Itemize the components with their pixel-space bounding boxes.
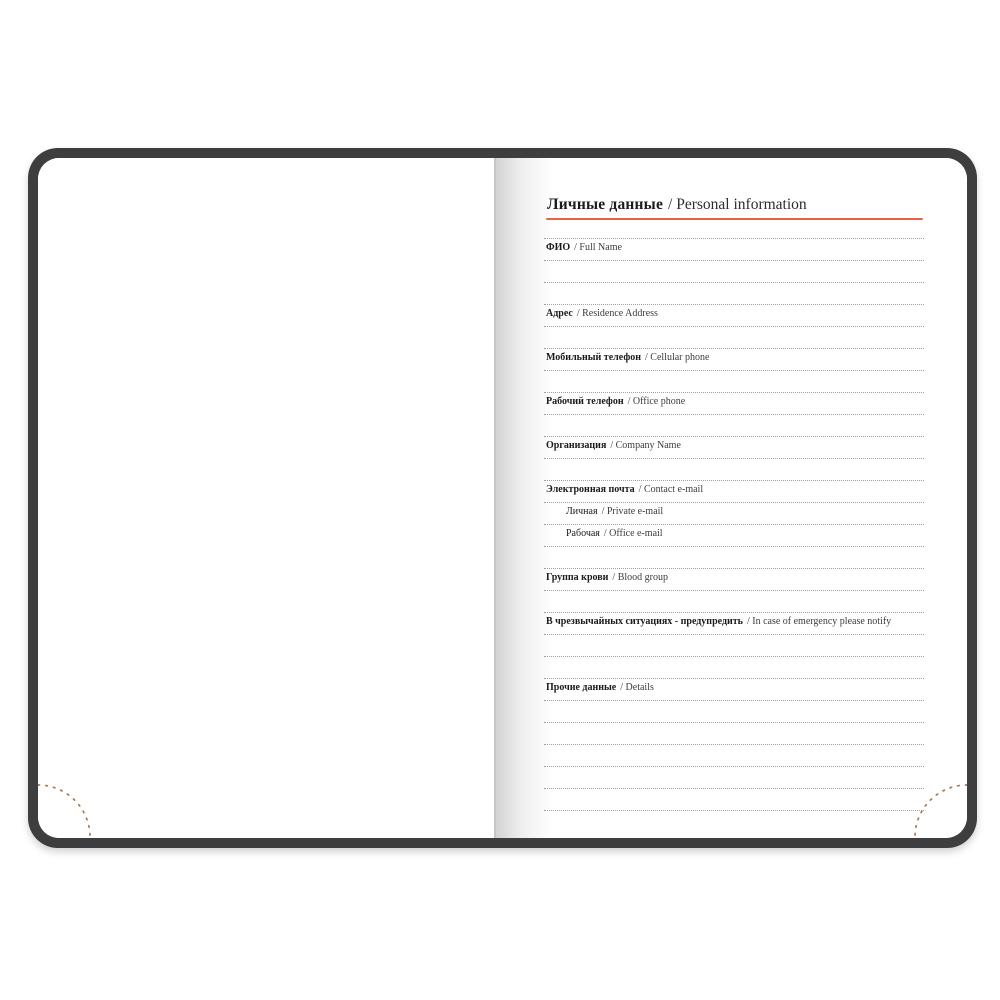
ruled-line — [544, 766, 924, 788]
ruled-line — [544, 502, 924, 524]
field-label: Рабочий телефон / Office phone — [546, 396, 686, 407]
ruled-line — [544, 788, 924, 810]
field-label: Рабочая / Office e-mail — [566, 528, 663, 539]
page-title-en: / Personal information — [668, 196, 807, 213]
field-label: В чрезвычайных ситуациях - предупредить / In case of emergency please notify — [546, 616, 892, 627]
ruled-line — [544, 612, 924, 634]
right-page — [496, 158, 967, 838]
notebook-cover — [28, 148, 977, 848]
ruled-line — [544, 370, 924, 392]
ruled-line — [544, 744, 924, 766]
ruled-line — [544, 656, 924, 678]
notebook-pages — [38, 158, 967, 838]
ruled-line — [544, 414, 924, 436]
field-label: Прочие данные / Details — [546, 682, 654, 693]
page-title-ru: Личные данные — [547, 196, 664, 213]
field-label: ФИО / Full Name — [546, 242, 622, 253]
ruled-line — [544, 436, 924, 458]
ruled-line — [544, 634, 924, 656]
ruled-line — [544, 678, 924, 700]
ruled-line — [544, 480, 924, 502]
ruled-line — [544, 590, 924, 612]
ruled-line — [544, 282, 924, 304]
ruled-line — [544, 700, 924, 722]
field-label: Электронная почта / Contact e-mail — [546, 484, 704, 495]
ruled-line — [544, 524, 924, 546]
field-label: Организация / Company Name — [546, 440, 681, 451]
ruled-line — [544, 260, 924, 282]
ruled-line — [544, 348, 924, 370]
ruled-line — [544, 238, 924, 260]
ruled-line — [544, 810, 924, 832]
ruled-line — [544, 568, 924, 590]
field-label: Мобильный телефон / Cellular phone — [546, 352, 710, 363]
ruled-line — [544, 722, 924, 744]
ruled-line — [544, 326, 924, 348]
ruled-line — [544, 304, 924, 326]
field-label: Личная / Private e-mail — [566, 506, 664, 517]
ruled-line — [544, 392, 924, 414]
ruled-line — [544, 546, 924, 568]
ruled-line — [544, 458, 924, 480]
stitch-arc-icon — [905, 776, 967, 838]
form-rows — [544, 158, 924, 838]
field-label: Адрес / Residence Address — [546, 308, 658, 319]
left-page — [38, 158, 495, 838]
field-label: Группа крови / Blood group — [546, 572, 668, 583]
stitch-arc-icon — [38, 776, 100, 838]
